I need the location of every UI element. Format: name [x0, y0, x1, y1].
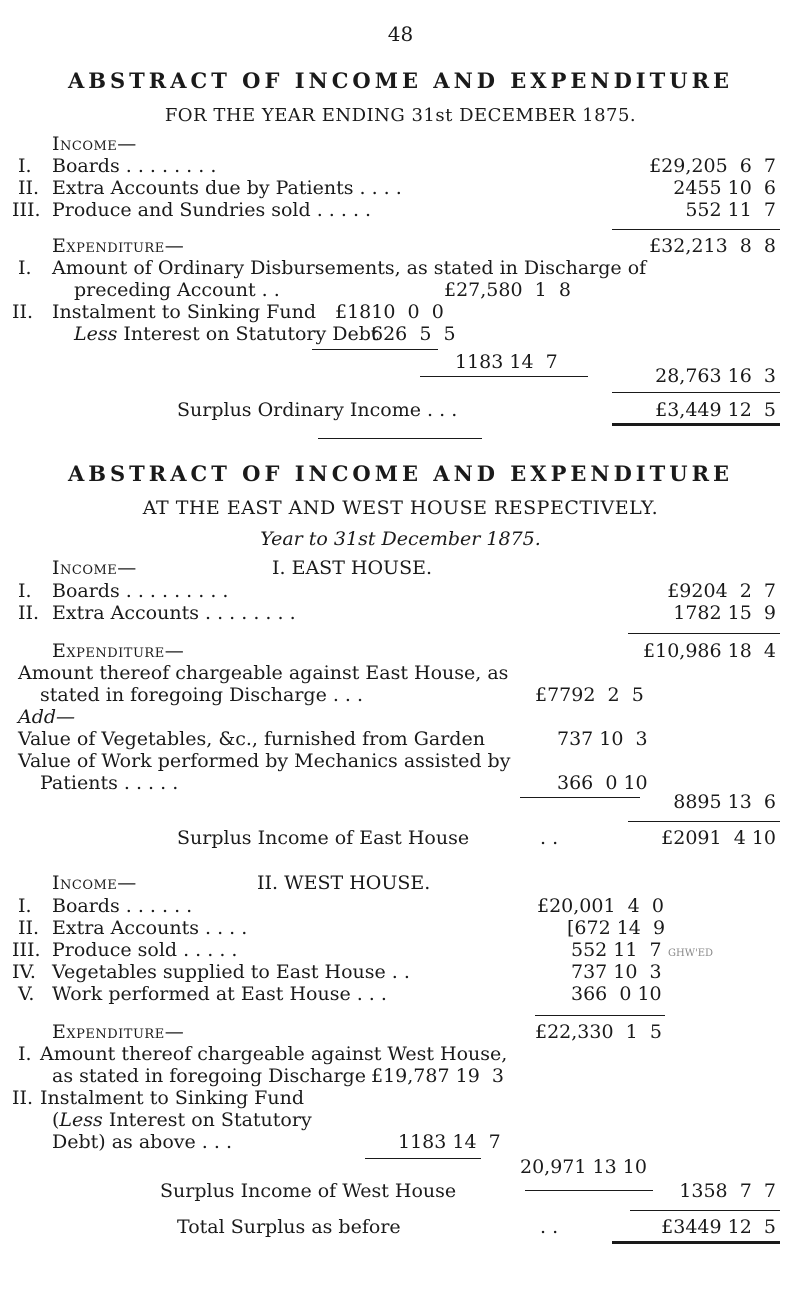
income-item-amount: [672 14 9 — [567, 917, 666, 939]
income-item-label: Boards . . . . . . . . — [52, 155, 217, 177]
work-label: Value of Work performed by Mechanics assisted by — [18, 750, 511, 772]
income-item-num: III. — [12, 199, 41, 221]
income-item-label: Produce and Sundries sold . . . . . — [52, 199, 372, 221]
expenditure-heading: Expenditure— — [52, 235, 185, 257]
rule — [612, 423, 780, 426]
work-amount: 366 0 10 — [557, 772, 648, 794]
less-text: Interest on Statutory Debt — [123, 323, 379, 345]
expenditure-heading: Expenditure— — [52, 1021, 185, 1043]
rule — [312, 349, 438, 350]
leader-dots: . . — [540, 827, 559, 849]
income-item-label: Vegetables supplied to East House . . — [52, 961, 410, 983]
income-heading: Income— — [52, 872, 137, 894]
income-item-amount: £9204 2 7 — [667, 580, 776, 602]
income-item-amount: 366 0 10 — [571, 983, 662, 1005]
expenditure-total: 20,971 13 10 — [520, 1156, 647, 1178]
section-divider — [318, 438, 482, 439]
income-item-num: IV. — [12, 961, 36, 983]
exp-item-amount: £7792 2 5 — [535, 684, 644, 706]
exp-item-label — [74, 323, 379, 345]
income-item-amount: 552 11 7 — [571, 939, 662, 961]
expenditure-total: 8895 13 6 — [673, 791, 776, 813]
income-item-label: Boards . . . . . . . . . — [52, 580, 229, 602]
rule — [628, 633, 780, 634]
east-house-heading: I. EAST HOUSE. — [272, 557, 432, 579]
rule — [520, 797, 640, 798]
income-item-label: Produce sold . . . . . — [52, 939, 238, 961]
income-total: £22,330 1 5 — [535, 1021, 662, 1043]
income-item-num: V. — [18, 983, 35, 1005]
income-heading: Income— — [52, 557, 137, 579]
paren: ( — [52, 1109, 60, 1131]
income-item-amount: £20,001 4 0 — [537, 895, 664, 917]
east-surplus-amount: £2091 4 10 — [661, 827, 776, 849]
exp-net-amount: 1183 14 7 — [455, 351, 558, 373]
exp-item-amount: 1183 14 7 — [398, 1131, 501, 1153]
exp-item-label-cont — [52, 1109, 312, 1131]
rule — [612, 392, 780, 393]
expenditure-heading: Expenditure— — [52, 640, 185, 662]
exp-item-num: I. — [18, 1043, 32, 1065]
exp-item-amount: £19,787 19 3 — [371, 1065, 504, 1087]
year-line: Year to 31st December 1875. — [260, 528, 541, 550]
income-item-num: I. — [18, 895, 32, 917]
exp-item-num: II. — [12, 301, 34, 323]
exp-item-label: Amount thereof chargeable against East House, as — [18, 662, 509, 684]
west-surplus-label: Surplus Income of West House — [160, 1180, 457, 1202]
income-total: £32,213 8 8 — [649, 235, 776, 257]
income-rule — [612, 229, 780, 230]
exp-item-label-cont: preceding Account . . — [74, 279, 280, 301]
exp-item-label: Amount thereof chargeable against West House, — [40, 1043, 508, 1065]
income-item-num: I. — [18, 580, 32, 602]
abstract-2-subtitle: AT THE EAST AND WEST HOUSE RESPECTIVELY. — [142, 497, 659, 519]
surplus-label: Surplus Ordinary Income . . . — [177, 399, 458, 421]
west-house-heading: II. WEST HOUSE. — [257, 872, 431, 894]
rule — [612, 1241, 780, 1244]
less-label: Less — [74, 323, 118, 345]
income-item-label: Boards . . . . . . — [52, 895, 193, 917]
income-item-label: Extra Accounts . . . . — [52, 917, 248, 939]
abstract-1-subtitle: FOR THE YEAR ENDING 31st DECEMBER 1875. — [164, 105, 637, 126]
income-item-amount: £29,205 6 7 — [649, 155, 776, 177]
exp-item-label: Instalment to Sinking Fund — [52, 301, 316, 323]
leader-dots: . . — [540, 1216, 559, 1238]
exp-item-label-cont: as stated in foregoing Discharge — [52, 1065, 366, 1087]
work-label-cont: Patients . . . . . — [40, 772, 179, 794]
east-surplus-label: Surplus Income of East House — [177, 827, 470, 849]
income-item-num: II. — [18, 177, 40, 199]
income-item-amount: 737 10 3 — [571, 961, 662, 983]
rule — [535, 1015, 665, 1016]
income-item-num: II. — [18, 917, 40, 939]
exp-item-label: Instalment to Sinking Fund — [40, 1087, 304, 1109]
less-label: Less — [59, 1109, 103, 1131]
rule — [628, 821, 780, 822]
surplus-amount: £3,449 12 5 — [655, 399, 776, 421]
income-item-num: II. — [18, 602, 40, 624]
income-item-label: Extra Accounts due by Patients . . . . — [52, 177, 402, 199]
exp-item-num: II. — [12, 1087, 34, 1109]
rule — [420, 376, 588, 377]
total-surplus-amount: £3449 12 5 — [661, 1216, 776, 1238]
income-item-amount: 2455 10 6 — [673, 177, 776, 199]
veg-label: Value of Vegetables, &c., furnished from Garden — [18, 728, 485, 750]
income-item-amount: 552 11 7 — [685, 199, 776, 221]
rule — [525, 1190, 653, 1191]
rule — [630, 1210, 780, 1211]
expenditure-total: 28,763 16 3 — [655, 365, 776, 387]
exp-item-amount: £27,580 1 8 — [444, 279, 571, 301]
abstract-2-title: ABSTRACT OF INCOME AND EXPENDITURE — [67, 461, 734, 486]
exp-item-label-cont: stated in foregoing Discharge . . . — [40, 684, 364, 706]
exp-item-amount: 626 5 5 — [371, 323, 456, 345]
page-number: 48 — [387, 22, 414, 46]
income-item-label: Extra Accounts . . . . . . . . — [52, 602, 296, 624]
margin-mark: GHW'ED — [668, 948, 714, 959]
income-item-label: Work performed at East House . . . — [52, 983, 387, 1005]
less-text: Interest on Statutory — [108, 1109, 312, 1131]
abstract-1-title: ABSTRACT OF INCOME AND EXPENDITURE — [67, 68, 734, 93]
income-item-num: III. — [12, 939, 41, 961]
income-heading: Income— — [52, 133, 137, 155]
total-surplus-label: Total Surplus as before — [177, 1216, 401, 1238]
add-label: Add— — [18, 706, 76, 728]
exp-item-label-cont: Debt) as above . . . — [52, 1131, 232, 1153]
income-item-amount: 1782 15 9 — [673, 602, 776, 624]
exp-item-num: I. — [18, 257, 32, 279]
exp-item-label: Amount of Ordinary Disbursements, as stated in Discharge of — [52, 257, 647, 279]
veg-amount: 737 10 3 — [557, 728, 648, 750]
income-item-num: I. — [18, 155, 32, 177]
west-surplus-amount: 1358 7 7 — [679, 1180, 776, 1202]
exp-item-amount: £1810 0 0 — [335, 301, 444, 323]
income-total: £10,986 18 4 — [643, 640, 776, 662]
rule — [365, 1158, 481, 1159]
